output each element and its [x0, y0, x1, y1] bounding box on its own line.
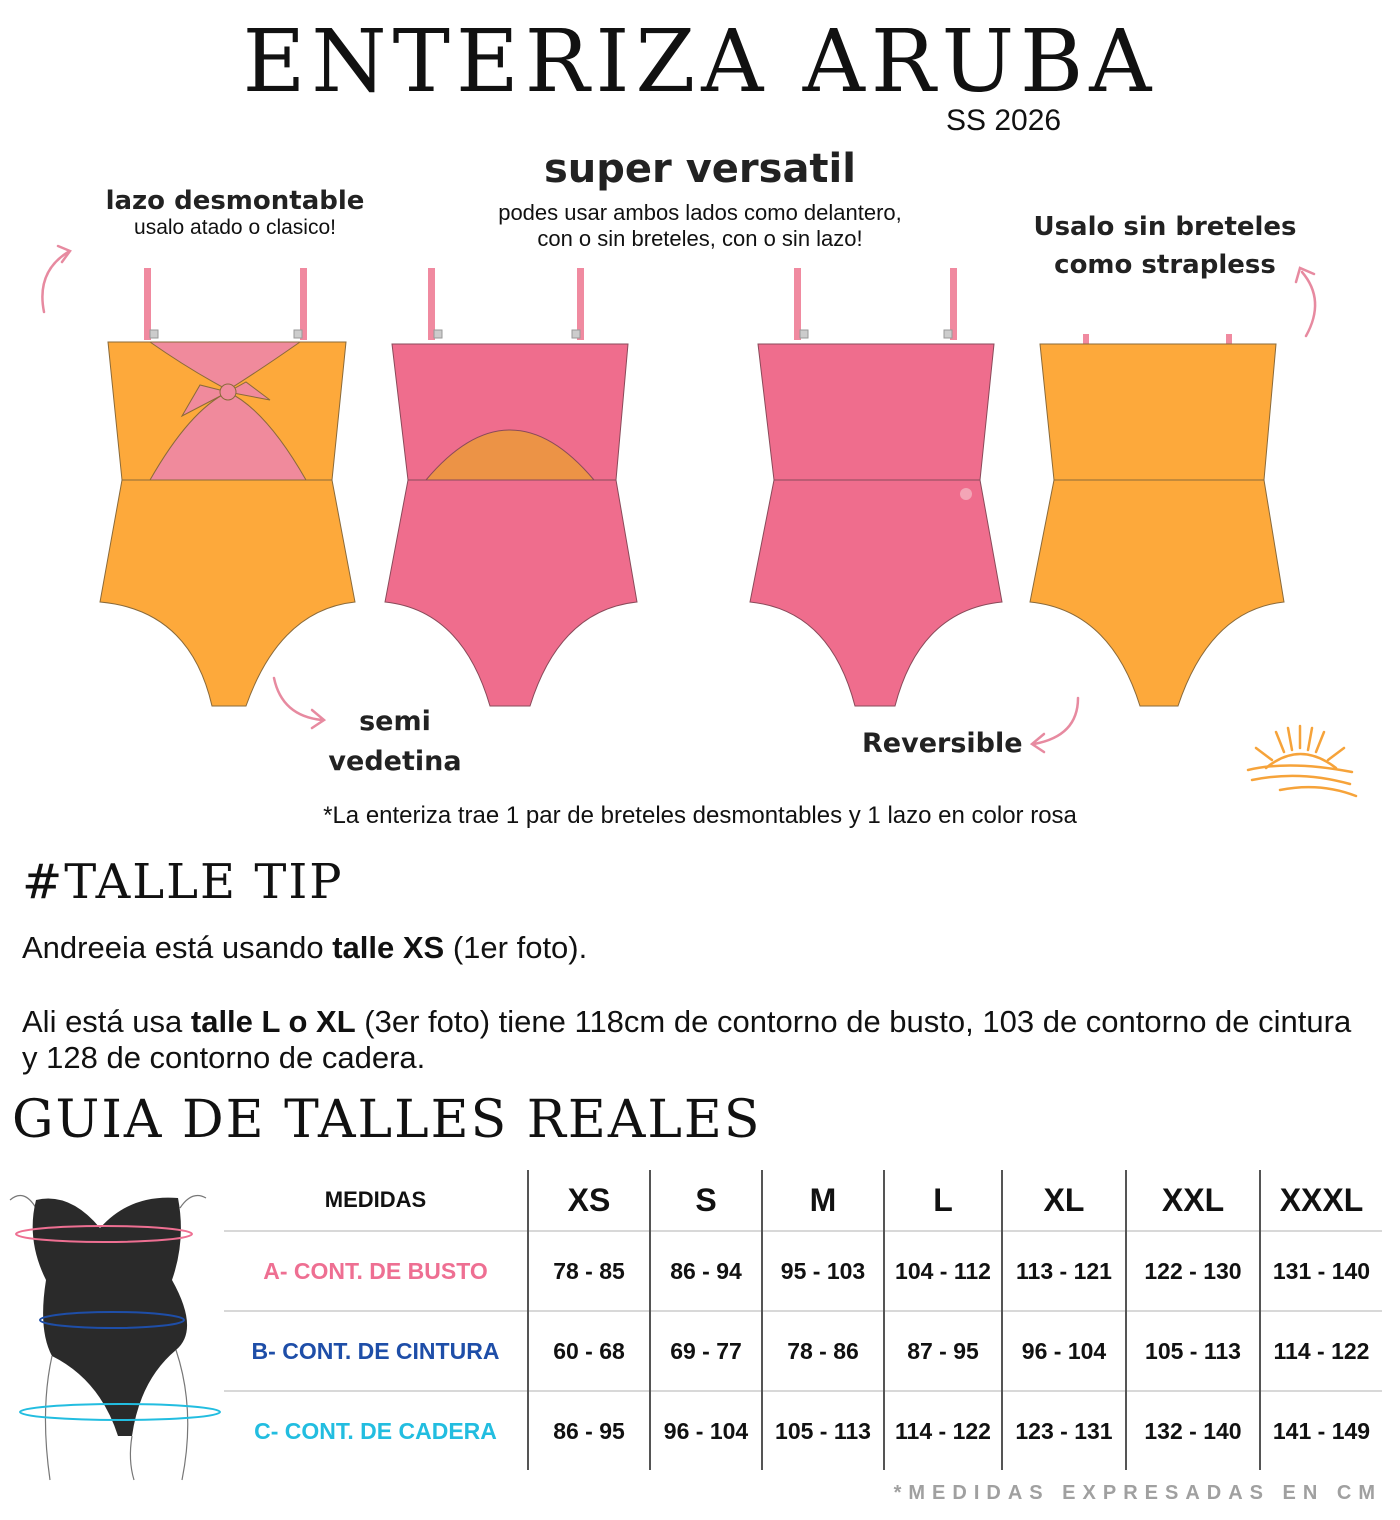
- table-cell: 105 - 113: [1126, 1311, 1260, 1391]
- table-cell: 87 - 95: [884, 1311, 1002, 1391]
- table-cell: 69 - 77: [650, 1311, 762, 1391]
- arrow-strapless: [1302, 272, 1315, 336]
- size-header: L: [884, 1170, 1002, 1231]
- versatility-headline: super versatil: [544, 146, 856, 192]
- table-cell: 131 - 140: [1260, 1231, 1382, 1311]
- units-disclaimer: *MEDIDAS EXPRESADAS EN CM: [893, 1482, 1382, 1504]
- table-row-cadera: [224, 1391, 1382, 1470]
- body-measure-figure: [0, 1180, 230, 1500]
- table-cell: 60 - 68: [528, 1311, 650, 1391]
- lazo-note-subtitle: usalo atado o clasico!: [134, 216, 336, 239]
- talle-tip-paragraph-1: [22, 930, 1362, 966]
- strapless-note-line-1: Usalo sin breteles: [1033, 212, 1297, 242]
- table-cell: 132 - 140: [1126, 1391, 1260, 1470]
- swimsuit-strapless-orange: [1030, 334, 1284, 706]
- product-title: ENTERIZA ARUBA: [242, 12, 1158, 112]
- table-cell: 114 - 122: [1260, 1311, 1382, 1391]
- size-guide-title: GUIA DE TALLES REALES: [12, 1090, 762, 1150]
- season-label: SS 2026: [946, 104, 1062, 137]
- row-label-busto: A- CONT. DE BUSTO: [224, 1231, 528, 1311]
- talle-tip-paragraph-2: [22, 1004, 1362, 1076]
- row-label-cintura: B- CONT. DE CINTURA: [224, 1311, 528, 1391]
- p2-size: talle L o XL: [190, 1004, 356, 1039]
- table-cell: 113 - 121: [1002, 1231, 1126, 1311]
- semi-vedetina-line-2: vedetina: [328, 746, 462, 777]
- table-cell: 95 - 103: [762, 1231, 884, 1311]
- table-cell: 114 - 122: [884, 1391, 1002, 1470]
- p1-text-end: (1er foto).: [444, 930, 588, 965]
- swimsuit-back-pink: [385, 268, 637, 706]
- table-cell: 105 - 113: [762, 1391, 884, 1470]
- p1-text: Andreeia está usando: [22, 930, 333, 965]
- p2-text: Ali está usa: [22, 1004, 191, 1039]
- p1-size: talle XS: [332, 930, 445, 965]
- swimsuit-front-orange: [100, 268, 355, 706]
- table-cell: 96 - 104: [650, 1391, 762, 1470]
- talle-tip-title: #TALLE TIP: [22, 854, 344, 910]
- table-row-cintura: [224, 1311, 1382, 1391]
- table-cell: 86 - 95: [528, 1391, 650, 1470]
- size-header: M: [762, 1170, 884, 1231]
- size-table: [224, 1170, 1382, 1470]
- row-label-cadera: C- CONT. DE CADERA: [224, 1391, 528, 1470]
- table-cell: 141 - 149: [1260, 1391, 1382, 1470]
- size-header: XXXL: [1260, 1170, 1382, 1231]
- p2-text-end: (3er foto) tiene 118cm de contorno de busto, 103 de contorno de cintura y 128 de contorno de cadera.: [22, 1004, 1352, 1075]
- header-medidas: MEDIDAS: [324, 1187, 427, 1212]
- table-cell: 78 - 85: [528, 1231, 650, 1311]
- versatility-subtext-2: con o sin breteles, con o sin lazo!: [537, 226, 863, 251]
- size-table-header: [224, 1170, 1382, 1231]
- strapless-note-line-2: como strapless: [1054, 250, 1276, 280]
- table-cell: 96 - 104: [1002, 1311, 1126, 1391]
- table-cell: 78 - 86: [762, 1311, 884, 1391]
- size-header: XXL: [1126, 1170, 1260, 1231]
- table-cell: 123 - 131: [1002, 1391, 1126, 1470]
- table-row-busto: [224, 1231, 1382, 1311]
- semi-vedetina-line-1: semi: [359, 706, 431, 737]
- size-header: S: [650, 1170, 762, 1231]
- swimsuit-reverse-pink: [750, 268, 1002, 706]
- table-cell: 122 - 130: [1126, 1231, 1260, 1311]
- footnote: *La enteriza trae 1 par de breteles desmontables y 1 lazo en color rosa: [323, 802, 1077, 829]
- size-header: XS: [528, 1170, 650, 1231]
- reversible-note: Reversible: [862, 728, 1023, 759]
- table-cell: 86 - 94: [650, 1231, 762, 1311]
- sun-icon: [1248, 726, 1356, 796]
- table-cell: 104 - 112: [884, 1231, 1002, 1311]
- size-header: XL: [1002, 1170, 1126, 1231]
- versatility-subtext-1: podes usar ambos lados como delantero,: [498, 200, 902, 225]
- lazo-note-title: lazo desmontable: [105, 186, 365, 216]
